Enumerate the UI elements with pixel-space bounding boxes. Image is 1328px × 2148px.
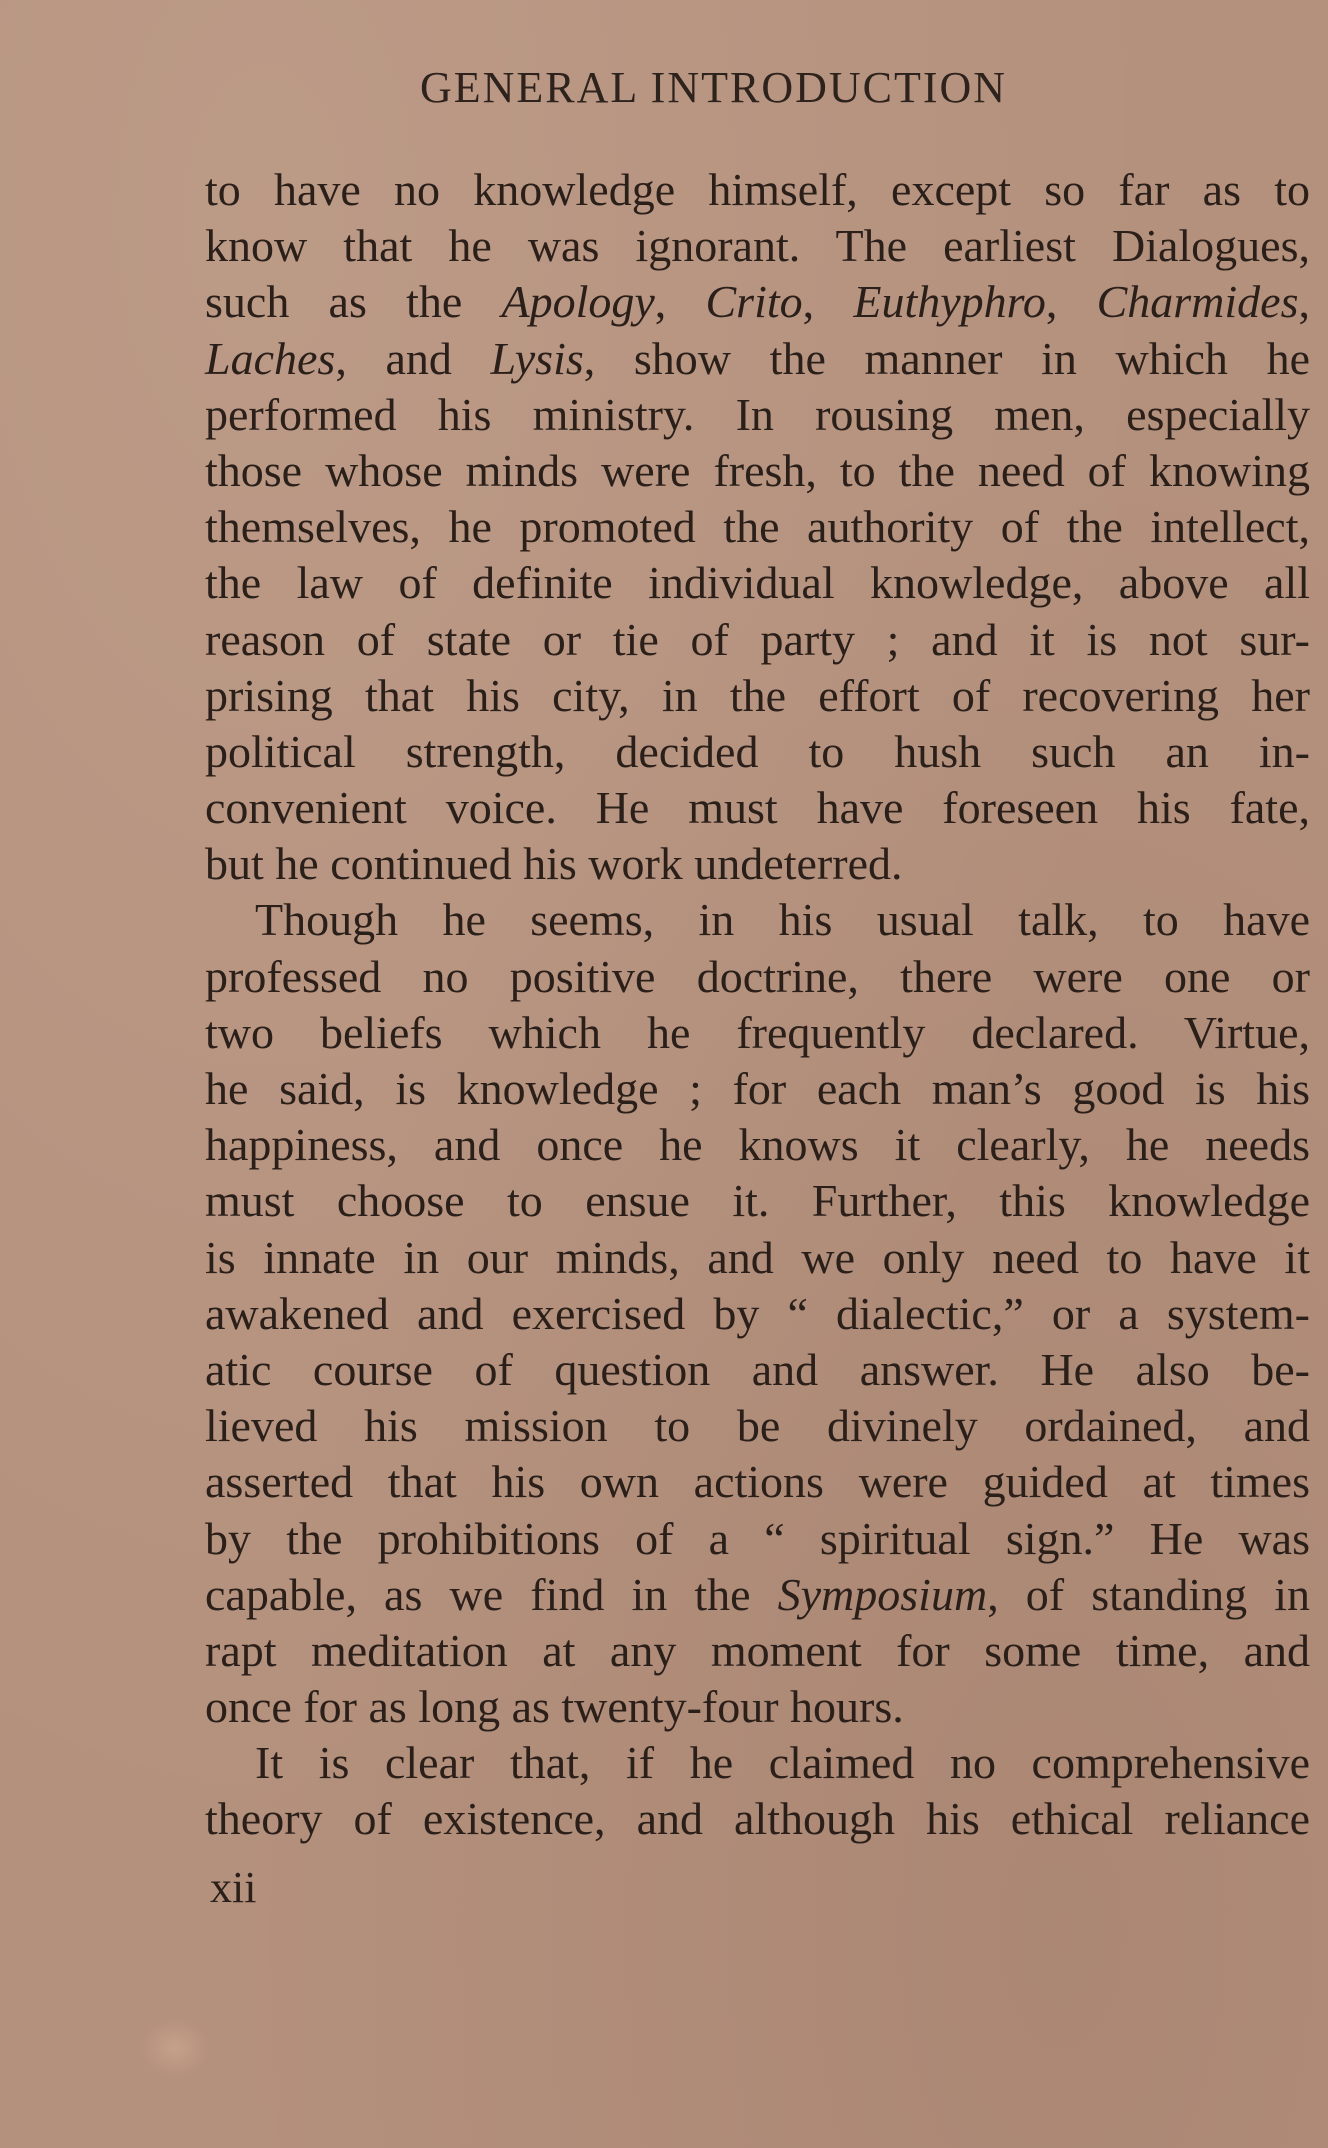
text-line [205, 1286, 1310, 1342]
text-line [205, 1061, 1310, 1117]
text-run: theory of existence, and although his ethical reliance [205, 1793, 1310, 1845]
text-run: performed his ministry. In rousing men, especially [205, 388, 1310, 440]
text-run: , [1298, 276, 1310, 328]
text-line [205, 1117, 1310, 1173]
text-line [205, 499, 1310, 555]
text-line [205, 612, 1310, 668]
text-run: , of standing in [987, 1568, 1310, 1620]
text-run: rapt meditation at any moment for some time, and [205, 1624, 1310, 1676]
text-line [205, 892, 1310, 948]
text-line [205, 1173, 1310, 1229]
text-run: by the prohibitions of a “ spiritual sign.” He was [205, 1512, 1310, 1564]
text-run: It is clear that, if he claimed no comprehensive [255, 1737, 1310, 1789]
text-run: atic course of question and answer. He also be- [205, 1343, 1310, 1395]
text-line [205, 1005, 1310, 1061]
text-run: political strength, decided to hush such an in- [205, 725, 1310, 777]
page-number: xii [210, 1863, 257, 1912]
italic-title: Euthyphro [853, 276, 1046, 328]
italic-title: Charmides [1096, 276, 1299, 328]
text-line [205, 218, 1310, 274]
text-run: but he continued his work undeterred. [205, 838, 903, 890]
text-line [205, 668, 1310, 724]
text-run: the law of definite individual knowledge, above all [205, 557, 1310, 609]
text-line [205, 1791, 1310, 1847]
text-run: capable, as we find in the [205, 1568, 778, 1620]
running-head: GENERAL INTRODUCTION [420, 63, 1008, 112]
text-run: know that he was ignorant. The earliest Dialogues, [205, 220, 1310, 272]
text-run: reason of state or tie of party ; and it is not sur- [205, 613, 1310, 665]
italic-title: Symposium [777, 1568, 988, 1620]
text-line [205, 1398, 1310, 1454]
text-run: asserted that his own actions were guided at times [205, 1456, 1310, 1508]
paragraph [205, 892, 1310, 1735]
paper-stain [140, 2018, 210, 2078]
text-run: awakened and exercised by “ dialectic,” or a system- [205, 1287, 1310, 1339]
text-line [205, 1735, 1310, 1791]
text-run: to have no knowledge himself, except so far as to [205, 164, 1310, 215]
text-line [205, 331, 1310, 387]
text-run: he said, is knowledge ; for each man’s good is his [205, 1063, 1310, 1114]
text-line [205, 274, 1310, 330]
text-line [205, 1454, 1310, 1510]
italic-title: Laches [205, 332, 336, 384]
paragraph [205, 1735, 1310, 1847]
text-run: , [802, 276, 854, 328]
text-run: convenient voice. He must have foreseen his fate, [205, 782, 1310, 834]
body-text [205, 162, 1310, 1848]
text-line [205, 1230, 1310, 1286]
text-line [205, 836, 1310, 892]
text-run: lieved his mission to be divinely ordained, and [205, 1400, 1310, 1452]
text-run: , and [335, 332, 491, 384]
text-line [205, 1511, 1310, 1567]
text-run: Though he seems, in his usual talk, to have [255, 894, 1310, 946]
text-run: happiness, and once he knows it clearly, he needs [205, 1119, 1310, 1171]
text-line [205, 724, 1310, 780]
text-run: professed no positive doctrine, there were one or [205, 950, 1310, 1002]
text-line [205, 387, 1310, 443]
text-run: such as the [205, 276, 502, 328]
text-line [205, 1679, 1310, 1735]
italic-title: Apology [501, 276, 655, 328]
text-run: once for as long as twenty-four hours. [205, 1681, 904, 1733]
text-run: is innate in our minds, and we only need to have it [205, 1231, 1310, 1283]
text-run: those whose minds were fresh, to the need of knowing [205, 444, 1310, 496]
text-line [205, 162, 1310, 218]
text-run: , show the manner in which he [583, 332, 1310, 384]
text-line [205, 555, 1310, 611]
text-line [205, 1342, 1310, 1398]
paragraph [205, 162, 1310, 892]
text-line [205, 949, 1310, 1005]
italic-title: Crito [705, 276, 803, 328]
text-line [205, 443, 1310, 499]
text-run: , [654, 276, 706, 328]
italic-title: Lysis [490, 332, 584, 384]
text-line [205, 1567, 1310, 1623]
text-line [205, 780, 1310, 836]
text-run: two beliefs which he frequently declared. Virtue, [205, 1006, 1310, 1058]
text-run: themselves, he promoted the authority of the intellect, [205, 501, 1310, 553]
text-run: must choose to ensue it. Further, this knowledge [205, 1175, 1310, 1227]
text-line [205, 1623, 1310, 1679]
text-run: , [1045, 276, 1097, 328]
text-run: prising that his city, in the effort of recovering her [205, 669, 1310, 721]
